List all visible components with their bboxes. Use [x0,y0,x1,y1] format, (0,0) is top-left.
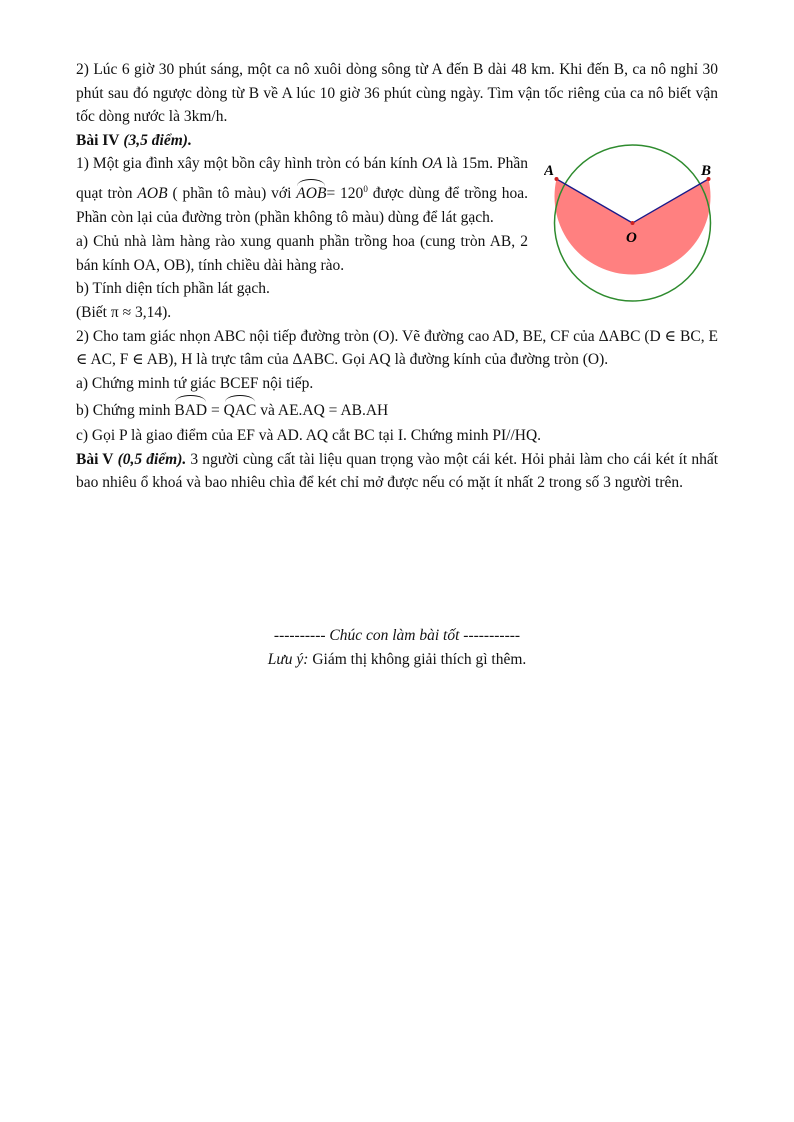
footer-note-text: Giám thị không giải thích gì thêm. [312,650,527,668]
footer-note-label: Lưu ý: [267,650,309,668]
bai-v-section [76,448,718,495]
bai-iv-heading [76,129,528,153]
label-b: B [701,162,712,179]
bai-iv-points: (3,5 điểm). [123,131,192,149]
part-1-text-d: được dùng để trồng hoa. Phần còn lại của đường tròn (phần không tô màu) dùng để lát gạch. [76,184,529,226]
bai-v-text: 3 người cùng cất tài liệu quan trọng vào một cái két. Hỏi phải làm cho cái két ít nhất bao nhiêu ổ khoá và bao nhiêu chìa để két chỉ mở được nếu có mặt ít nhất 2 trong số 3 người trên. [76,450,719,492]
bai-v-points: (0,5 điểm). [117,450,187,468]
flower-sector [555,179,711,275]
bai-iv-part-1 [76,152,528,230]
q2b-equals: = [211,402,220,420]
part-1-text-a: 1) Một gia đình xây một bồn cây hình tròn có bán kính [76,155,418,173]
angle-qac: QAC [224,395,257,424]
point-a [555,177,559,181]
label-o: O [626,229,637,246]
bai-iv-question-2c: c) Gọi P là giao điểm của EF và AD. AQ cắt BC tại I. Chứng minh PI//HQ. [76,427,542,445]
sector-figure [544,125,724,305]
bai-v-title: Bài V [76,450,114,468]
angle-aob: AOB [296,179,326,206]
point-o [631,221,635,225]
angle-bad: BAD [174,395,207,424]
question-2-2: 2) Lúc 6 giờ 30 phút sáng, một ca nô xuôi dòng sông từ A đến B dài 48 km. Khi đến B, ca nô nghỉ 30 phút sau đó ngược dòng từ B về A lúc 10 giờ 36 phút cùng ngày. Tìm vận tốc riêng của ca nô biết vận tốc dòng nước là 3km/h. [76,61,718,126]
degree-mark: 0 [363,183,368,194]
bai-iv-title: Bài IV [76,131,120,149]
exam-page [76,58,718,495]
footer-wish: ---------- Chúc con làm bài tốt ----------- [273,627,521,644]
q2b-prefix: b) Chứng minh [76,402,171,420]
bai-iv-left-column [76,129,528,325]
bai-iv-question-2b [76,395,718,424]
bai-iv-pi-note: (Biết π ≈ 3,14). [76,303,172,321]
bai-iv-part-a: a) Chủ nhà làm hàng rào xung quanh phần trồng hoa (cung tròn AB, 2 bán kính OA, OB), tính chiều dài hàng rào. [76,233,528,274]
part-1-text-b: là 15m. Phần quạt tròn [76,155,529,202]
part-1-text-c: ( phần tô màu) với [172,184,292,202]
bai-iv-part-b: b) Tính diện tích phần lát gạch. [76,280,270,298]
footer-note [0,648,794,672]
angle-eq: = 120 [326,184,364,202]
bai-iv-section [76,129,718,325]
bai-iv-question-2: 2) Cho tam giác nhọn ABC nội tiếp đường tròn (O). Vẽ đường cao AD, BE, CF của ΔABC (D ∈ BC, E ∈ AC, F ∈ AB), H là trực tâm của ΔABC. Gọi AQ là đường kính của đường tròn (O). [76,327,718,369]
bai-iv-question-2a: a) Chứng minh tứ giác BCEF nội tiếp. [76,374,314,392]
label-a: A [544,162,555,179]
footer [0,624,794,671]
part-1-aob: AOB [137,184,168,202]
part-1-oa: OA [421,155,443,173]
q2b-suffix: và AE.AQ = AB.AH [260,402,389,420]
